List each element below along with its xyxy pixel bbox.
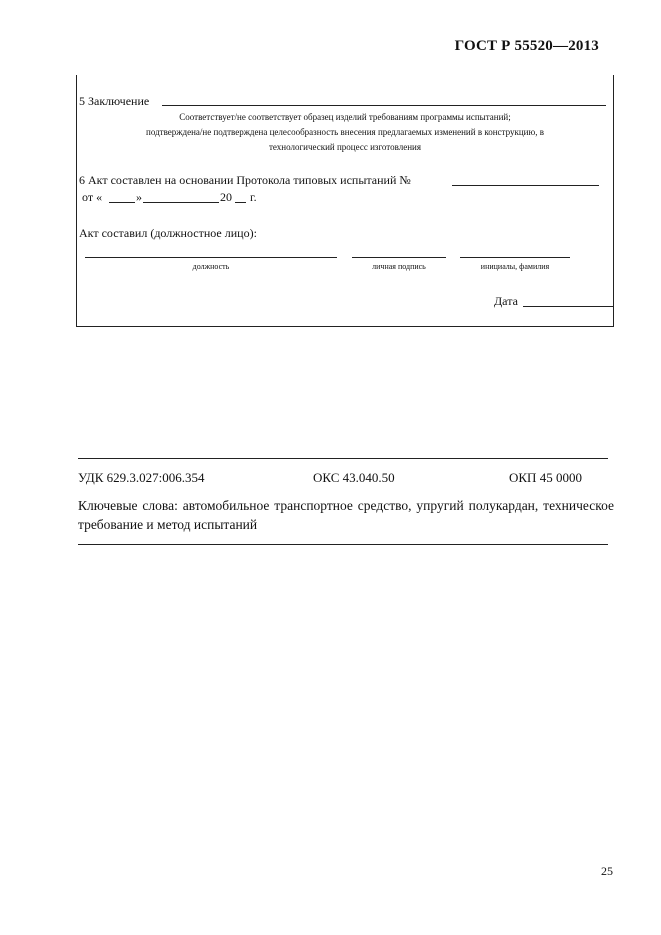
date-field[interactable] <box>523 306 613 307</box>
position-field[interactable] <box>85 257 337 258</box>
conclusion-hint-line-1: Соответствует/не соответствует образец изделий требованиям программы испытаний; <box>179 112 511 122</box>
signature-field[interactable] <box>352 257 446 258</box>
protocol-basis-label: 6 Акт составлен на основании Протокола типовых испытаний № <box>79 173 411 187</box>
udk-code: УДК 629.3.027:006.354 <box>78 470 205 485</box>
footer-top-rule <box>78 458 608 459</box>
date-month-field[interactable] <box>143 202 219 203</box>
signature-caption: личная подпись <box>372 262 426 271</box>
conclusion-label: 5 Заключение <box>79 94 150 108</box>
date-year-prefix: 20 <box>220 190 232 204</box>
date-year-field[interactable] <box>235 202 246 203</box>
document-header: ГОСТ Р 55520—2013 <box>454 38 599 54</box>
position-caption: должность <box>192 262 230 271</box>
footer-bottom-rule <box>78 544 608 545</box>
date-mid: » <box>136 190 142 204</box>
keywords: Ключевые слова: автомобильное транспортное средство, упругий полукардан, техническое требование и метод испытаний <box>78 498 614 532</box>
date-label: Дата <box>494 294 518 308</box>
okp-code: ОКП 45 0000 <box>509 470 582 485</box>
conclusion-hint-line-2: подтверждена/не подтверждена целесообразность внесения предлагаемых изменений в конструкцию, в <box>146 127 544 137</box>
date-prefix: от « <box>82 190 103 204</box>
name-caption: инициалы, фамилия <box>480 262 550 271</box>
name-field[interactable] <box>460 257 570 258</box>
oks-code: ОКС 43.040.50 <box>313 470 395 485</box>
date-day-field[interactable] <box>109 202 135 203</box>
conclusion-field[interactable] <box>162 105 606 106</box>
signer-label: Акт составил (должностное лицо): <box>79 226 257 240</box>
conclusion-hint-line-3: технологический процесс изготовления <box>268 142 421 152</box>
date-suffix: г. <box>250 190 257 204</box>
protocol-number-field[interactable] <box>452 185 599 186</box>
page-number: 25 <box>601 864 613 878</box>
